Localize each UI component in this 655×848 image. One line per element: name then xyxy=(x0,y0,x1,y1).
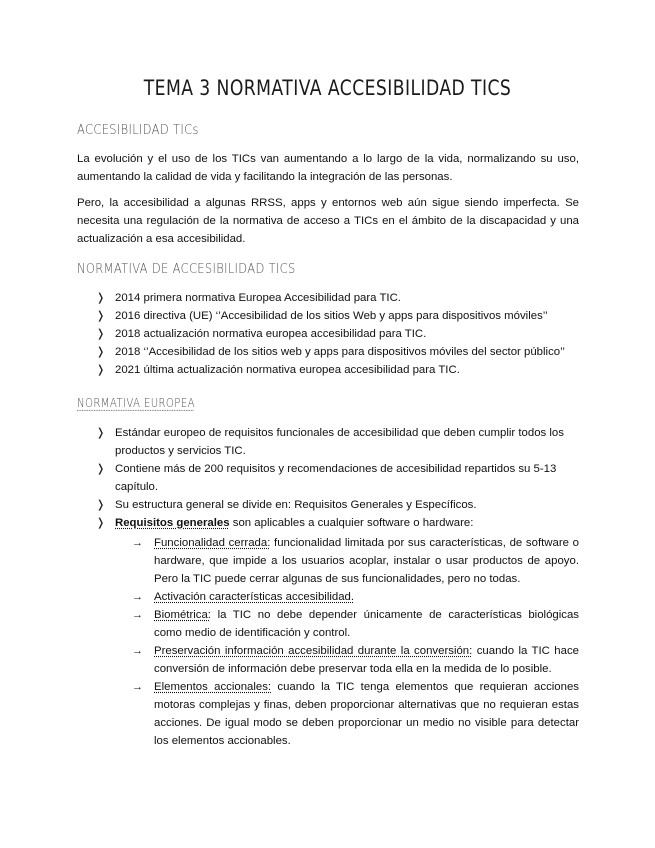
paragraph-accesibilidad: Pero, la accesibilidad a algunas RRSS, apps y entornos web aún sigue siendo imperfecta. Se necesita una regulación de la normativa de acceso a TICs en el ámbito de la discapacidad y una actualización a esa accesibilidad. xyxy=(77,197,579,245)
chevron-right-icon: ❭ xyxy=(96,310,106,322)
list-item: ❭ Contiene más de 200 requisitos y recomendaciones de accesibilidad repartidos su 5-13 capítulo. xyxy=(77,460,579,496)
sub-item: → Biométrica: la TIC no debe depender únicamente de características biológicas como medio de identificación y control. xyxy=(132,606,579,642)
section-heading-accesibilidad: ACCESIBILIDAD TICs xyxy=(77,122,199,138)
list-item: ❭ Requisitos generales son aplicables a cualquier software o hardware: xyxy=(77,514,579,532)
chevron-right-icon: ❭ xyxy=(96,517,106,529)
list-item: ❭ Su estructura general se divide en: Requisitos Generales y Específicos. xyxy=(77,496,579,514)
chevron-right-icon: ❭ xyxy=(96,346,106,358)
page-title: TEMA 3 NORMATIVA ACCESIBILIDAD TICS xyxy=(143,76,512,100)
sub-item: → Funcionalidad cerrada: funcionalidad limitada por sus características, de software o hardware, que impide a los usuarios acoplar, instalar o usar productos de apoyo. Pero la TIC puede cerrar algunas de sus funcionalidades, pero no todas. xyxy=(132,534,579,588)
section-heading-normativa-europea: NORMATIVA EUROPEA xyxy=(77,396,195,410)
arrow-right-icon: → xyxy=(132,591,143,603)
sub-item: → Elementos accionales: cuando la TIC tenga elementos que requieran acciones motoras complejas y finas, deben proporcionar alternativas que no requieran estas acciones. De igual modo se deben proporcionar un medio no visible para detectar los elementos accionables. xyxy=(132,678,579,750)
chevron-right-icon: ❭ xyxy=(96,364,106,376)
list-item: ❭ 2018 ‘’Accesibilidad de los sitios web y apps para dispositivos móviles del sector público’’ xyxy=(77,343,579,361)
list-item: ❭ 2016 directiva (UE) ‘’Accesibilidad de los sitios Web y apps para dispositivos móviles’’ xyxy=(77,307,579,325)
list-item: ❭ 2021 última actualización normativa europea accesibilidad para TIC. xyxy=(77,361,579,379)
requisitos-sublist xyxy=(132,534,579,750)
requisitos-generales-label: Requisitos generales xyxy=(115,517,230,529)
chevron-right-icon: ❭ xyxy=(96,463,106,475)
normativa-list xyxy=(77,289,579,379)
list-item: ❭ 2014 primera normativa Europea Accesibilidad para TIC. xyxy=(77,289,579,307)
arrow-right-icon: → xyxy=(132,537,143,549)
chevron-right-icon: ❭ xyxy=(96,427,106,439)
list-item: ❭ 2018 actualización normativa europea accesibilidad para TIC. xyxy=(77,325,579,343)
chevron-right-icon: ❭ xyxy=(96,328,106,340)
arrow-right-icon: → xyxy=(132,681,143,693)
chevron-right-icon: ❭ xyxy=(96,499,106,511)
sub-item: → Activación características accesibilidad. xyxy=(132,588,579,606)
list-item: ❭ Estándar europeo de requisitos funcionales de accesibilidad que deben cumplir todos los productos y servicios TIC. xyxy=(77,424,579,460)
paragraph-evolucion: La evolución y el uso de los TICs van aumentando a lo largo de la vida, normalizando su uso, aumentando la calidad de vida y facilitando la integración de las personas. xyxy=(77,153,579,183)
normativa-europea-list xyxy=(77,424,579,532)
chevron-right-icon: ❭ xyxy=(96,292,106,304)
arrow-right-icon: → xyxy=(132,645,143,657)
sub-item: → Preservación información accesibilidad durante la conversión: cuando la TIC hace conversión de información debe preservar toda ella en la medida de lo posible. xyxy=(132,642,579,678)
arrow-right-icon: → xyxy=(132,609,143,621)
section-heading-normativa: NORMATIVA DE ACCESIBILIDAD TICS xyxy=(77,261,296,277)
